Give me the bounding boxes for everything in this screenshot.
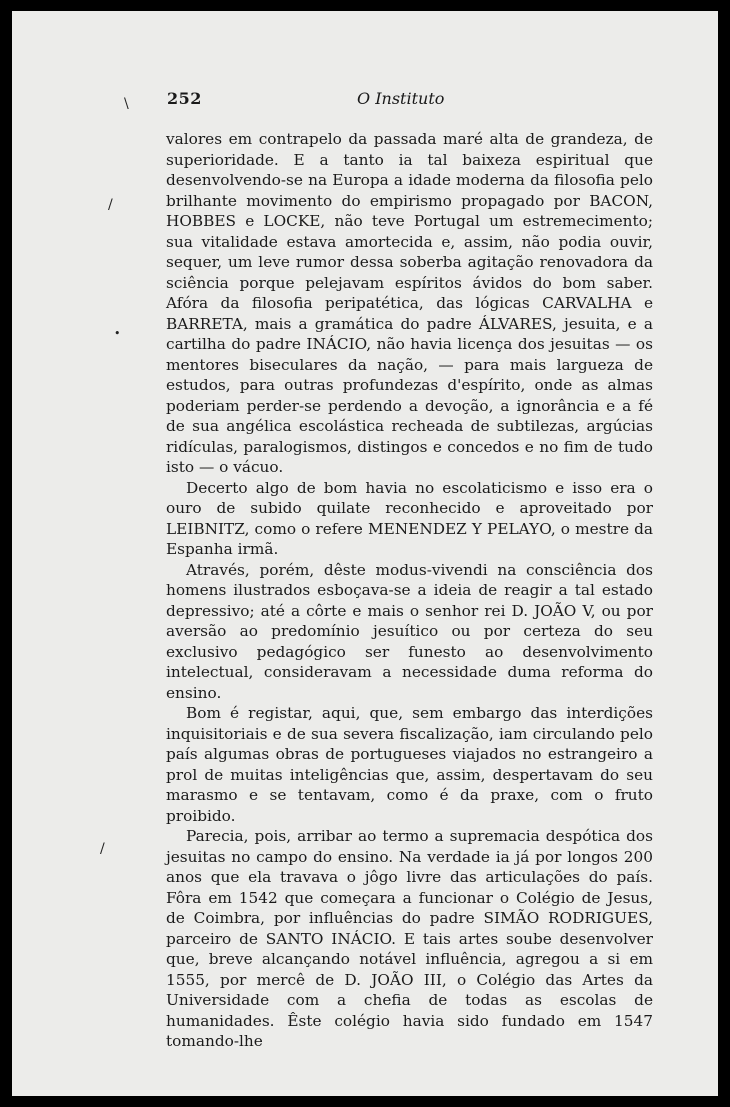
margin-dot: • (114, 327, 121, 340)
paragraph-2: Decerto algo de bom havia no escolaticismo e isso era o ouro de subido quilate reconhecido e aproveitado por LEIBNITZ, como o refere MENENDEZ Y PELAYO, o mestre da Espanha irmã. (166, 478, 653, 558)
paragraph-1: valores em contrapelo da passada maré alta de grandeza, de superioridade. E a tanto ia tal baixeza espiritual que desenvolvendo-se na Europa a idade moderna da filosofia pelo brilhante movimento do empirismo propagado por BACON, HOBBES e LOCKE, não teve Portugal um estremecimento; sua vitalidade estava amortecida e, assim, não podia ouvir, sequer, um leve rumor dessa soberba agitação renovadora da sciência porque pelejavam espíritos ávidos do bom saber. Afóra da filosofia peripatética, das lógicas CARVALHA e BARRETA, mais a gramática do padre ÁLVARES, jesuita, e a cartilha do padre INÁCIO, não havia licença dos jesuitas — os mentores biseculares da nação, — para mais largueza de estudos, para outras profundezas d'espírito, onde as almas poderiam perder-se perdendo a devoção, a ignorância e a fé de sua angélica escolástica recheada de subtilezas, argúcias ridículas, paralogismos, distingos e concedos e no fim de tudo isto — o vácuo. (166, 130, 653, 476)
page-number: 252 (167, 89, 202, 108)
margin-slash: / (108, 197, 113, 213)
running-title: O Instituto (357, 89, 445, 108)
margin-slash-lower: / (100, 841, 105, 857)
margin-tick: \ (124, 96, 129, 112)
paragraph-3: Através, porém, dêste modus-vivendi na consciência dos homens ilustrados esboçava-se a ideia de reagir a tal estado depressivo; até a côrte e mais o senhor rei D. JOÃO V, ou por aversão ao predomínio jesuítico ou por certeza do seu exclusivo pedagógico ser funesto ao desenvolvimento intelectual, consideravam a necessidade duma reforma do ensino. (166, 560, 653, 702)
paragraph-5: Parecia, pois, arribar ao termo a supremacia despótica dos jesuitas no campo do ensino. Na verdade ia já por longos 200 anos que ela travava o jôgo livre das articulações do país. Fôra em 1542 que começara a funcionar o Colégio de Jesus, de Coimbra, por influências do padre SIMÃO RODRIGUES, parceiro de SANTO INÁCIO. E tais artes soube desenvolver que, breve alcançando notável influência, agregou a si em 1555, por mercê de D. JOÃO III, o Colégio das Artes da Universidade com a chefia de todas as escolas de humanidades. Êste colégio havia sido fundado em 1547 tomando-lhe (166, 827, 653, 1050)
paragraph-4: Bom é registar, aqui, que, sem embargo das interdições inquisitoriais e de sua severa fiscalização, iam circulando pelo país algumas obras de portugueses viajados no estrangeiro a prol de muitas inteligências que, assim, despertavam do seu marasmo e se tentavam, como é da praxe, com o fruto proibido. (166, 704, 653, 825)
page-header (12, 89, 718, 113)
book-page (12, 11, 718, 1096)
body-text (166, 129, 653, 1052)
